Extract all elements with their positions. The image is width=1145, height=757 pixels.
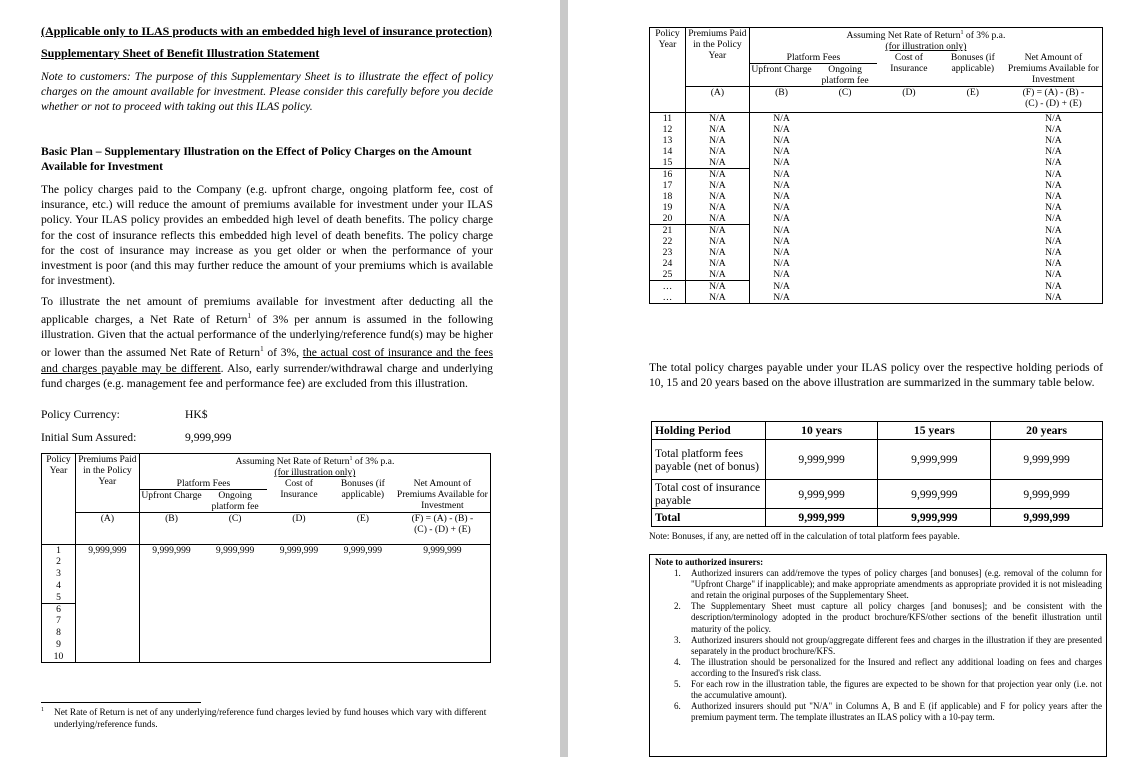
illustration-table-years-1-10: Policy Year Premiums Paid in the Policy Year Assuming Net Rate of Return$^1$ of 3% p.a. (for illustration only) Platform Fees Cost of Insurance Bonuses (if applicable) Net Amount of Premiums Available for Investment Upfront Charge Ongoing platform fee (A) (B) (C) (D) (E) (F) = (A) - (B) - (C) - (D) + (E) 1 9,999,999 9,999,999 9,999,999 9,999,999 9,999,999 9,999,999 2 3 4 5 6 7 8 9 10	[41, 453, 491, 663]
insurer-notes-list	[655, 568, 1102, 723]
list-item: 2. The Supplementary Sheet must capture all policy charges [and bonuses]; and be consistent with the description/terminology adopted in the product brochure/KFS/other sections of the benefit illustration until maturity of the policy.	[683, 601, 1102, 634]
header-bonuses: Bonuses (if applicable)	[950, 52, 995, 75]
footnote-rule	[41, 702, 201, 703]
summary-intro: The total policy charges payable under your ILAS policy over the respective holding periods of 10, 15 and 20 years based on the above illustration are summarized in the summary table below.	[649, 361, 1103, 390]
list-item: 3. Authorized insurers should not group/aggregate different fees and charges in the illustration if they are presented separately in the product brochure/KFS.	[683, 635, 1102, 657]
table-row: 12 N/A N/A N/A	[650, 124, 1103, 135]
applicability-heading: (Applicable only to ILAS products with an embedded high level of insurance protection)	[41, 24, 492, 38]
summary-table: Holding Period 10 years 15 years 20 years Total platform fees payable (net of bonus) 9,999,999 9,999,999 9,999,999 Total cost of insurance payable 9,999,999 9,999,999 9,999,999 Total 9,999,999 9,999,999 9,999,999	[651, 421, 1103, 527]
table-row: 7	[42, 615, 491, 627]
policy-currency-label: Policy Currency:	[41, 408, 120, 421]
header-policy-year: Policy Year	[650, 28, 686, 87]
summary-header-holding: Holding Period	[652, 422, 766, 440]
table-row: 24 N/A N/A N/A	[650, 258, 1103, 269]
policy-charges-paragraph: The policy charges paid to the Company (e.g. upfront charge, ongoing platform fee, cost of insurance, etc.) will reduce the amount of premiums available for investment under your ILAS policy. Your ILAS policy provides an embedded high level of death benefits. The policy charge for the cost of insurance reflects this embedded high level of death benefits. The policy charge for the cost of insurance may increase as you get older or when the performance of your investment is poor (and this may further reduce the amount of your premiums which is available for investment).	[41, 183, 493, 288]
table-row: 8	[42, 627, 491, 639]
sum-assured-label: Initial Sum Assured:	[41, 431, 137, 444]
header-net-amount: Net Amount of Premiums Available for Investment	[1005, 52, 1103, 87]
document-page-left	[0, 0, 560, 757]
summary-row-cost-insurance: Total cost of insurance payable 9,999,999 9,999,999 9,999,999	[652, 480, 1103, 509]
table-row: 20 N/A N/A N/A	[650, 213, 1103, 225]
table-row: 9	[42, 639, 491, 651]
table-row: 22 N/A N/A N/A	[650, 236, 1103, 247]
section-heading: Basic Plan – Supplementary Illustration on the Effect of Policy Charges on the Amount Available for Investment	[41, 145, 472, 174]
table-row: 4	[42, 580, 491, 592]
header-cost-insurance: Cost of Insurance	[280, 478, 318, 501]
table-row: 23 N/A N/A N/A	[650, 247, 1103, 258]
right-table-body	[650, 113, 1103, 304]
header-assuming: Assuming Net Rate of Return$^1$ of 3% p.a. (for illustration only)	[139, 454, 490, 479]
header-upfront: Upfront Charge	[141, 490, 202, 502]
list-item: 4. The illustration should be personalized for the Insured and reflect any additional loading on fees and charges according to the Insured's risk class.	[683, 657, 1102, 679]
table-row: … N/A N/A N/A	[650, 281, 1103, 293]
header-net-amount: Net Amount of Premiums Available for Investment	[395, 478, 491, 513]
summary-note: Note: Bonuses, if any, are netted off in the calculation of total platform fees payable.	[649, 531, 960, 541]
table-row: 16 N/A N/A N/A	[650, 169, 1103, 181]
table-row: 10	[42, 651, 491, 663]
note-to-customers: Note to customers: The purpose of this Supplementary Sheet is to illustrate the effect of policy charges on the amount available for investment. Please consider this carefully before you decide whether or not to proceed with taking out this ILAS policy.	[41, 70, 493, 114]
header-platform-fees: Platform Fees	[749, 52, 877, 64]
document-page-right	[568, 0, 1145, 757]
policy-currency-value: HK$	[185, 408, 208, 421]
underlined-disclaimer: the actual cost of insurance and the fees and charges payable may be different	[41, 346, 494, 375]
summary-row-total: Total 9,999,999 9,999,999 9,999,999	[652, 509, 1103, 527]
footnote-text: Net Rate of Return is net of any underlying/reference fund charges levied by fund houses which vary with different underlying/reference funds.	[54, 708, 487, 730]
table-row: 18 N/A N/A N/A	[650, 191, 1103, 202]
table-row: 14 N/A N/A N/A	[650, 146, 1103, 157]
illustration-paragraph: To illustrate the net amount of premiums available for investment after deducting all the applicable charges, a Net Rate of Return$^1$ of 3% per annum is assumed in the following illustration. Given that the actual performance of the underlying/reference fund(s) may be higher or lower than the assumed Net Rate of Return$^1$ of 3%, the actual cost of insurance and the fees and charges payable may be different. Also, early surrender/withdrawal charge and underlying fund charges (e.g. management fee and performance fee) are excluded from this illustration.	[41, 295, 494, 390]
header-premiums: Premiums Paid in the Policy Year	[685, 28, 749, 87]
header-upfront: Upfront Charge	[751, 64, 812, 76]
table-row: 25 N/A N/A N/A	[650, 269, 1103, 281]
table-row: 15 N/A N/A N/A	[650, 157, 1103, 169]
footnote-mark: 1	[41, 707, 44, 713]
illustration-table-years-11-plus: Policy Year Premiums Paid in the Policy Year Assuming Net Rate of Return$^1$ of 3% p.a. (for illustration only) Platform Fees Cost of Insurance Bonuses (if applicable) Net Amount of Premiums Available for Investment Upfront Charge Ongoing platform fee (A) (B) (C) (D) (E) (F) = (A) - (B) - (C) - (D) + (E) 11 N/A N/A N/A 12 N/A N/A N/A 13 N/A N/A N/A 14 N/A N/A N/A 15 N/A N/A N/A 16 N/A N/A N/A 17 N/A N/A N/A 18 N/A N/A N/A 19 N/A N/A N/A 20 N/A N/A N/A 21 N/A N/A N/A 22 N/A N/A N/A 23 N/A N/A N/A 24 N/A N/A N/A 25 N/A N/A N/A … N/A N/A N/A … N/A N/A N/A	[649, 27, 1103, 304]
header-platform-fees: Platform Fees	[139, 478, 267, 490]
table-row: 11 N/A N/A N/A	[650, 113, 1103, 125]
header-assuming: Assuming Net Rate of Return$^1$ of 3% p.a. (for illustration only)	[749, 28, 1102, 53]
table-row: 6	[42, 604, 491, 616]
table-row: 5	[42, 592, 491, 604]
table-row: 2	[42, 556, 491, 568]
left-table-body	[42, 545, 491, 663]
table-row: 21 N/A N/A N/A	[650, 225, 1103, 237]
sheet-title: Supplementary Sheet of Benefit Illustration Statement	[41, 46, 320, 60]
header-bonuses: Bonuses (if applicable)	[340, 478, 385, 501]
insurer-notes-box	[649, 554, 1107, 757]
list-item: 5. For each row in the illustration table, the figures are expected to be shown for that projection year only (i.e. not the accumulative amount).	[683, 679, 1102, 701]
table-row: 1 9,999,999 9,999,999 9,999,999 9,999,999 9,999,999 9,999,999	[42, 545, 491, 557]
table-row: 3	[42, 568, 491, 580]
header-premiums: Premiums Paid in the Policy Year	[75, 454, 139, 513]
table-row: 17 N/A N/A N/A	[650, 180, 1103, 191]
sum-assured-value: 9,999,999	[185, 431, 232, 444]
table-row: … N/A N/A N/A	[650, 292, 1103, 304]
header-cost-insurance: Cost of Insurance	[890, 52, 928, 75]
header-ongoing: Ongoing platform fee	[821, 64, 869, 87]
header-policy-year: Policy Year	[42, 454, 76, 513]
header-ongoing: Ongoing platform fee	[211, 490, 259, 513]
list-item: 6. Authorized insurers should put "N/A" in Columns A, B and E (if applicable) and F for policy years after the premium payment term. The template illustrates an ILAS policy with a 10-pay term.	[683, 701, 1102, 723]
summary-row-platform-fees: Total platform fees payable (net of bonus) 9,999,999 9,999,999 9,999,999	[652, 440, 1103, 480]
table-row: 19 N/A N/A N/A	[650, 202, 1103, 213]
table-row: 13 N/A N/A N/A	[650, 135, 1103, 146]
insurer-notes-title: Note to authorized insurers:	[655, 557, 764, 567]
list-item: 1. Authorized insurers can add/remove the types of policy charges [and bonuses] (e.g. removal of the column for "Upfront Charge" if inapplicable); and make appropriate amendments as appropriate provided it is not misleading and retain the original purposes of the Supplementary Sheet.	[683, 568, 1102, 601]
